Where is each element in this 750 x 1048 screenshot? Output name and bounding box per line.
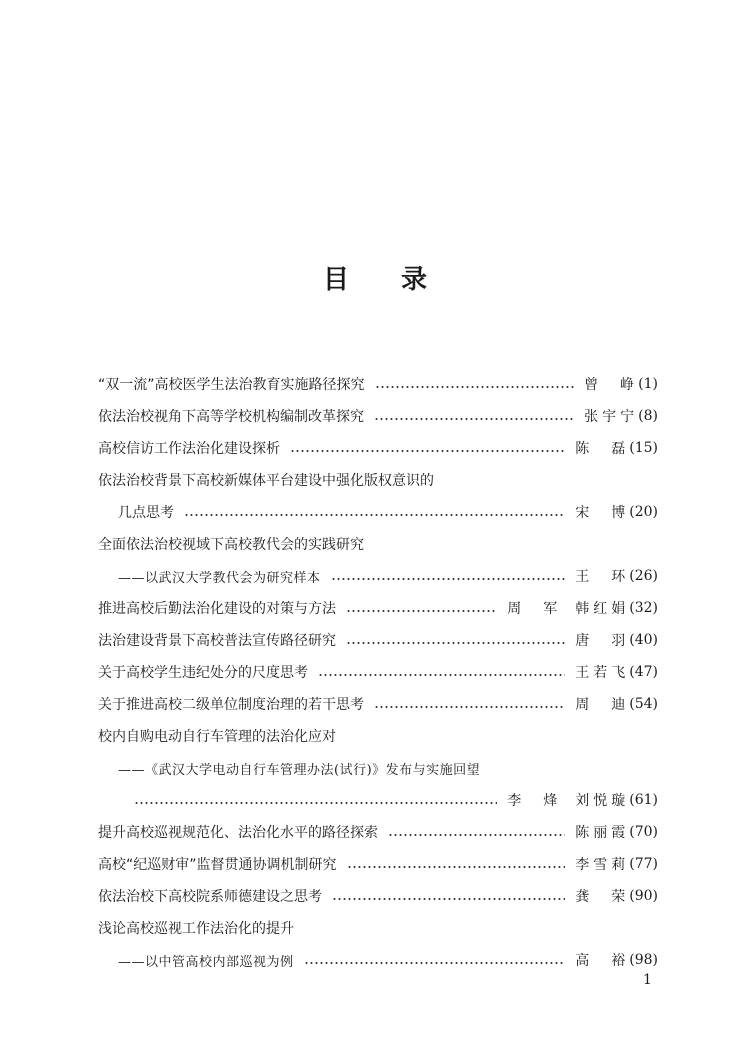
toc-entry-title: 校内自购电动自行车管理的法治化应对: [98, 729, 336, 745]
toc-entry-page: (15): [629, 440, 658, 456]
toc-entry-author: 宋 博: [575, 505, 630, 521]
toc-entry-author: 唐 羽: [575, 633, 630, 649]
toc-entry-title: 浅论高校巡视工作法治化的提升: [98, 921, 294, 937]
dot-leader: [375, 386, 575, 388]
toc-entry-page: (77): [629, 856, 658, 872]
toc-entry-author: 陈 磊: [575, 441, 630, 457]
toc-entry-author: 陈丽霞: [575, 825, 630, 841]
toc-entry-author-line[interactable]: [98, 784, 658, 816]
dot-leader: [184, 514, 565, 516]
toc-entry-subtitle: ——以武汉大学教代会为研究样本: [118, 570, 321, 586]
toc-entry-subtitle-line[interactable]: [98, 560, 658, 592]
toc-entry-author: 李 烽: [507, 793, 562, 809]
toc-entry-author: 刘悦璇: [575, 793, 630, 809]
dot-leader: [318, 674, 565, 676]
toc-entry-page: (47): [629, 664, 658, 680]
toc-entry-subtitle-line[interactable]: [98, 944, 658, 976]
toc-entry-author: 曾 峥: [584, 377, 639, 393]
toc-entry-author: 周 迪: [575, 697, 630, 713]
toc-entry-title: 全面依法治校视域下高校教代会的实践研究: [98, 537, 364, 553]
dot-leader: [346, 610, 497, 612]
toc-entry[interactable]: [98, 848, 658, 880]
toc-entry-author: 韩红娟: [575, 601, 630, 617]
toc-entry-title: “双一流”高校医学生法治教育实施路径探究: [98, 377, 365, 393]
toc-entry[interactable]: [98, 688, 658, 720]
toc-entry[interactable]: [98, 400, 658, 432]
toc-entry-title: 推进高校后勤法治化建设的对策与方法: [98, 601, 336, 617]
toc-entry-continuation[interactable]: [98, 496, 658, 528]
toc-entry-title: 法治建设背景下高校普法宣传路径研究: [98, 633, 336, 649]
table-of-contents: [98, 368, 658, 976]
toc-entry-page: (26): [629, 568, 658, 584]
toc-entry[interactable]: [98, 368, 658, 400]
toc-entry-page: (70): [629, 824, 658, 840]
dot-leader: [388, 834, 565, 836]
toc-entry-page: (20): [629, 504, 658, 520]
toc-entry[interactable]: [98, 528, 658, 560]
toc-entry-page: (90): [629, 888, 658, 904]
dot-leader: [331, 578, 566, 580]
toc-entry-author: 王若飞: [575, 665, 630, 681]
dot-leader: [290, 450, 565, 452]
page-title: 目录: [322, 265, 479, 295]
dot-leader: [374, 418, 574, 420]
toc-entry-title: 依法治校下高校院系师德建设之思考: [98, 889, 322, 905]
dot-leader: [374, 706, 565, 708]
toc-entry-author: 王 环: [575, 569, 630, 585]
toc-entry[interactable]: [98, 464, 658, 496]
page-number: 1: [643, 972, 652, 988]
toc-entry-title: 关于推进高校二级单位制度治理的若干思考: [98, 697, 364, 713]
toc-entry[interactable]: [98, 432, 658, 464]
toc-entry[interactable]: [98, 592, 658, 624]
dot-leader: [304, 962, 566, 964]
toc-entry-title: 高校“纪巡财审”监督贯通协调机制研究: [98, 857, 337, 873]
dot-leader: [134, 802, 497, 804]
toc-entry-author: 龚 荣: [575, 889, 630, 905]
toc-entry-subtitle: ——以中管高校内部巡视为例: [118, 954, 294, 970]
toc-entry[interactable]: [98, 720, 658, 752]
toc-entry-title: 依法治校背景下高校新媒体平台建设中强化版权意识的: [98, 473, 434, 489]
toc-entry-page: (98): [629, 952, 658, 968]
toc-entry-page: (8): [638, 408, 658, 424]
toc-entry-title: 关于高校学生违纪处分的尺度思考: [98, 665, 308, 681]
toc-entry[interactable]: [98, 880, 658, 912]
toc-entry-page: (40): [629, 632, 658, 648]
toc-entry-subtitle: ——《武汉大学电动自行车管理办法(试行)》发布与实施回望: [118, 762, 481, 778]
toc-entry-title: 高校信访工作法治化建设探析: [98, 441, 280, 457]
dot-leader: [347, 866, 566, 868]
dot-leader: [332, 898, 565, 900]
toc-entry-author: 高 裕: [575, 953, 630, 969]
toc-entry-page: (1): [638, 376, 658, 392]
toc-entry-page: (61): [629, 792, 658, 808]
toc-entry-author: 周 军: [507, 601, 562, 617]
toc-entry[interactable]: [98, 816, 658, 848]
toc-entry[interactable]: [98, 624, 658, 656]
toc-entry[interactable]: [98, 656, 658, 688]
toc-entry-subtitle-line[interactable]: [98, 752, 658, 784]
toc-entry-title-continued: 几点思考: [118, 505, 174, 521]
toc-entry-author: 李雪莉: [575, 857, 630, 873]
toc-entry[interactable]: [98, 912, 658, 944]
dot-leader: [346, 642, 565, 644]
toc-entry-title: 提升高校巡视规范化、法治化水平的路径探索: [98, 825, 378, 841]
toc-entry-page: (32): [629, 600, 658, 616]
toc-entry-author: 张宇宁: [584, 409, 639, 425]
toc-entry-page: (54): [629, 696, 658, 712]
toc-entry-title: 依法治校视角下高等学校机构编制改革探究: [98, 409, 364, 425]
